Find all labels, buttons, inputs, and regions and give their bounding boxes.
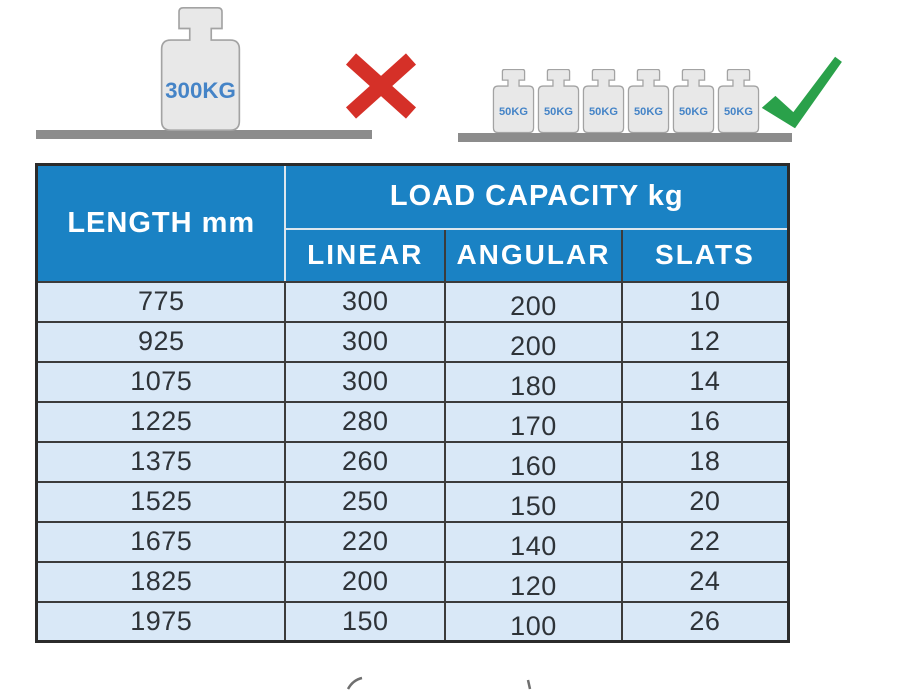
cell-angular: 170 [445,402,622,442]
cell-linear: 280 [285,402,445,442]
shelf-left [36,130,372,139]
cell-angular: 200 [445,282,622,322]
green-check-icon [758,55,844,130]
cell-angular: 100 [445,602,622,642]
header-slats: SLATS [622,229,789,282]
weight-300kg-label: 300KG [165,77,236,103]
cell-linear: 250 [285,482,445,522]
cell-length: 1825 [37,562,286,602]
table-row [37,602,789,642]
cell-angular: 200 [445,322,622,362]
weight-50kg-label: 50KG [589,106,618,119]
table-row [37,482,789,522]
weight-50kg-label: 50KG [499,106,528,119]
table-row [37,282,789,322]
cell-slats: 10 [622,282,789,322]
cell-length: 1675 [37,522,286,562]
load-capacity-table [35,163,790,643]
cell-linear: 300 [285,282,445,322]
weight-50kg-icon [672,69,715,133]
table-row [37,442,789,482]
shelf-right [458,133,792,142]
header-length-mm: LENGTH mm [37,165,286,282]
cell-angular: 140 [445,522,622,562]
header-linear: LINEAR [285,229,445,282]
cell-linear: 260 [285,442,445,482]
cell-slats: 14 [622,362,789,402]
cell-slats: 16 [622,402,789,442]
table-header-row-1 [37,165,789,229]
header-angular: ANGULAR [445,229,622,282]
cell-slats: 18 [622,442,789,482]
weight-50kg-icon [537,69,580,133]
header-load-capacity: LOAD CAPACITY kg [285,165,788,229]
weight-300kg-icon [159,7,242,131]
cell-length: 1225 [37,402,286,442]
cell-slats: 26 [622,602,789,642]
cell-angular: 150 [445,482,622,522]
cell-linear: 150 [285,602,445,642]
cropped-text-marks [300,676,600,690]
cell-length: 1525 [37,482,286,522]
table-row [37,322,789,362]
weight-50kg-label: 50KG [634,106,663,119]
weight-50kg-label: 50KG [544,106,573,119]
weight-50kg-icon [492,69,535,133]
cell-linear: 220 [285,522,445,562]
cell-linear: 200 [285,562,445,602]
cell-slats: 22 [622,522,789,562]
cell-length: 1075 [37,362,286,402]
weight-50kg-icon [582,69,625,133]
cell-length: 1975 [37,602,286,642]
red-x-icon [343,50,419,122]
cell-linear: 300 [285,322,445,362]
cell-length: 1375 [37,442,286,482]
cell-length: 775 [37,282,286,322]
weight-50kg-icon [627,69,670,133]
cell-angular: 180 [445,362,622,402]
table-row [37,362,789,402]
table-row [37,522,789,562]
cell-slats: 12 [622,322,789,362]
weight-50kg-label: 50KG [724,106,753,119]
table-row [37,562,789,602]
cell-slats: 20 [622,482,789,522]
cell-linear: 300 [285,362,445,402]
weight-50kg-label: 50KG [679,106,708,119]
weights-50kg-row [492,69,760,133]
cell-angular: 120 [445,562,622,602]
cell-length: 925 [37,322,286,362]
cell-angular: 160 [445,442,622,482]
table-row [37,402,789,442]
weight-50kg-icon [717,69,760,133]
cell-slats: 24 [622,562,789,602]
